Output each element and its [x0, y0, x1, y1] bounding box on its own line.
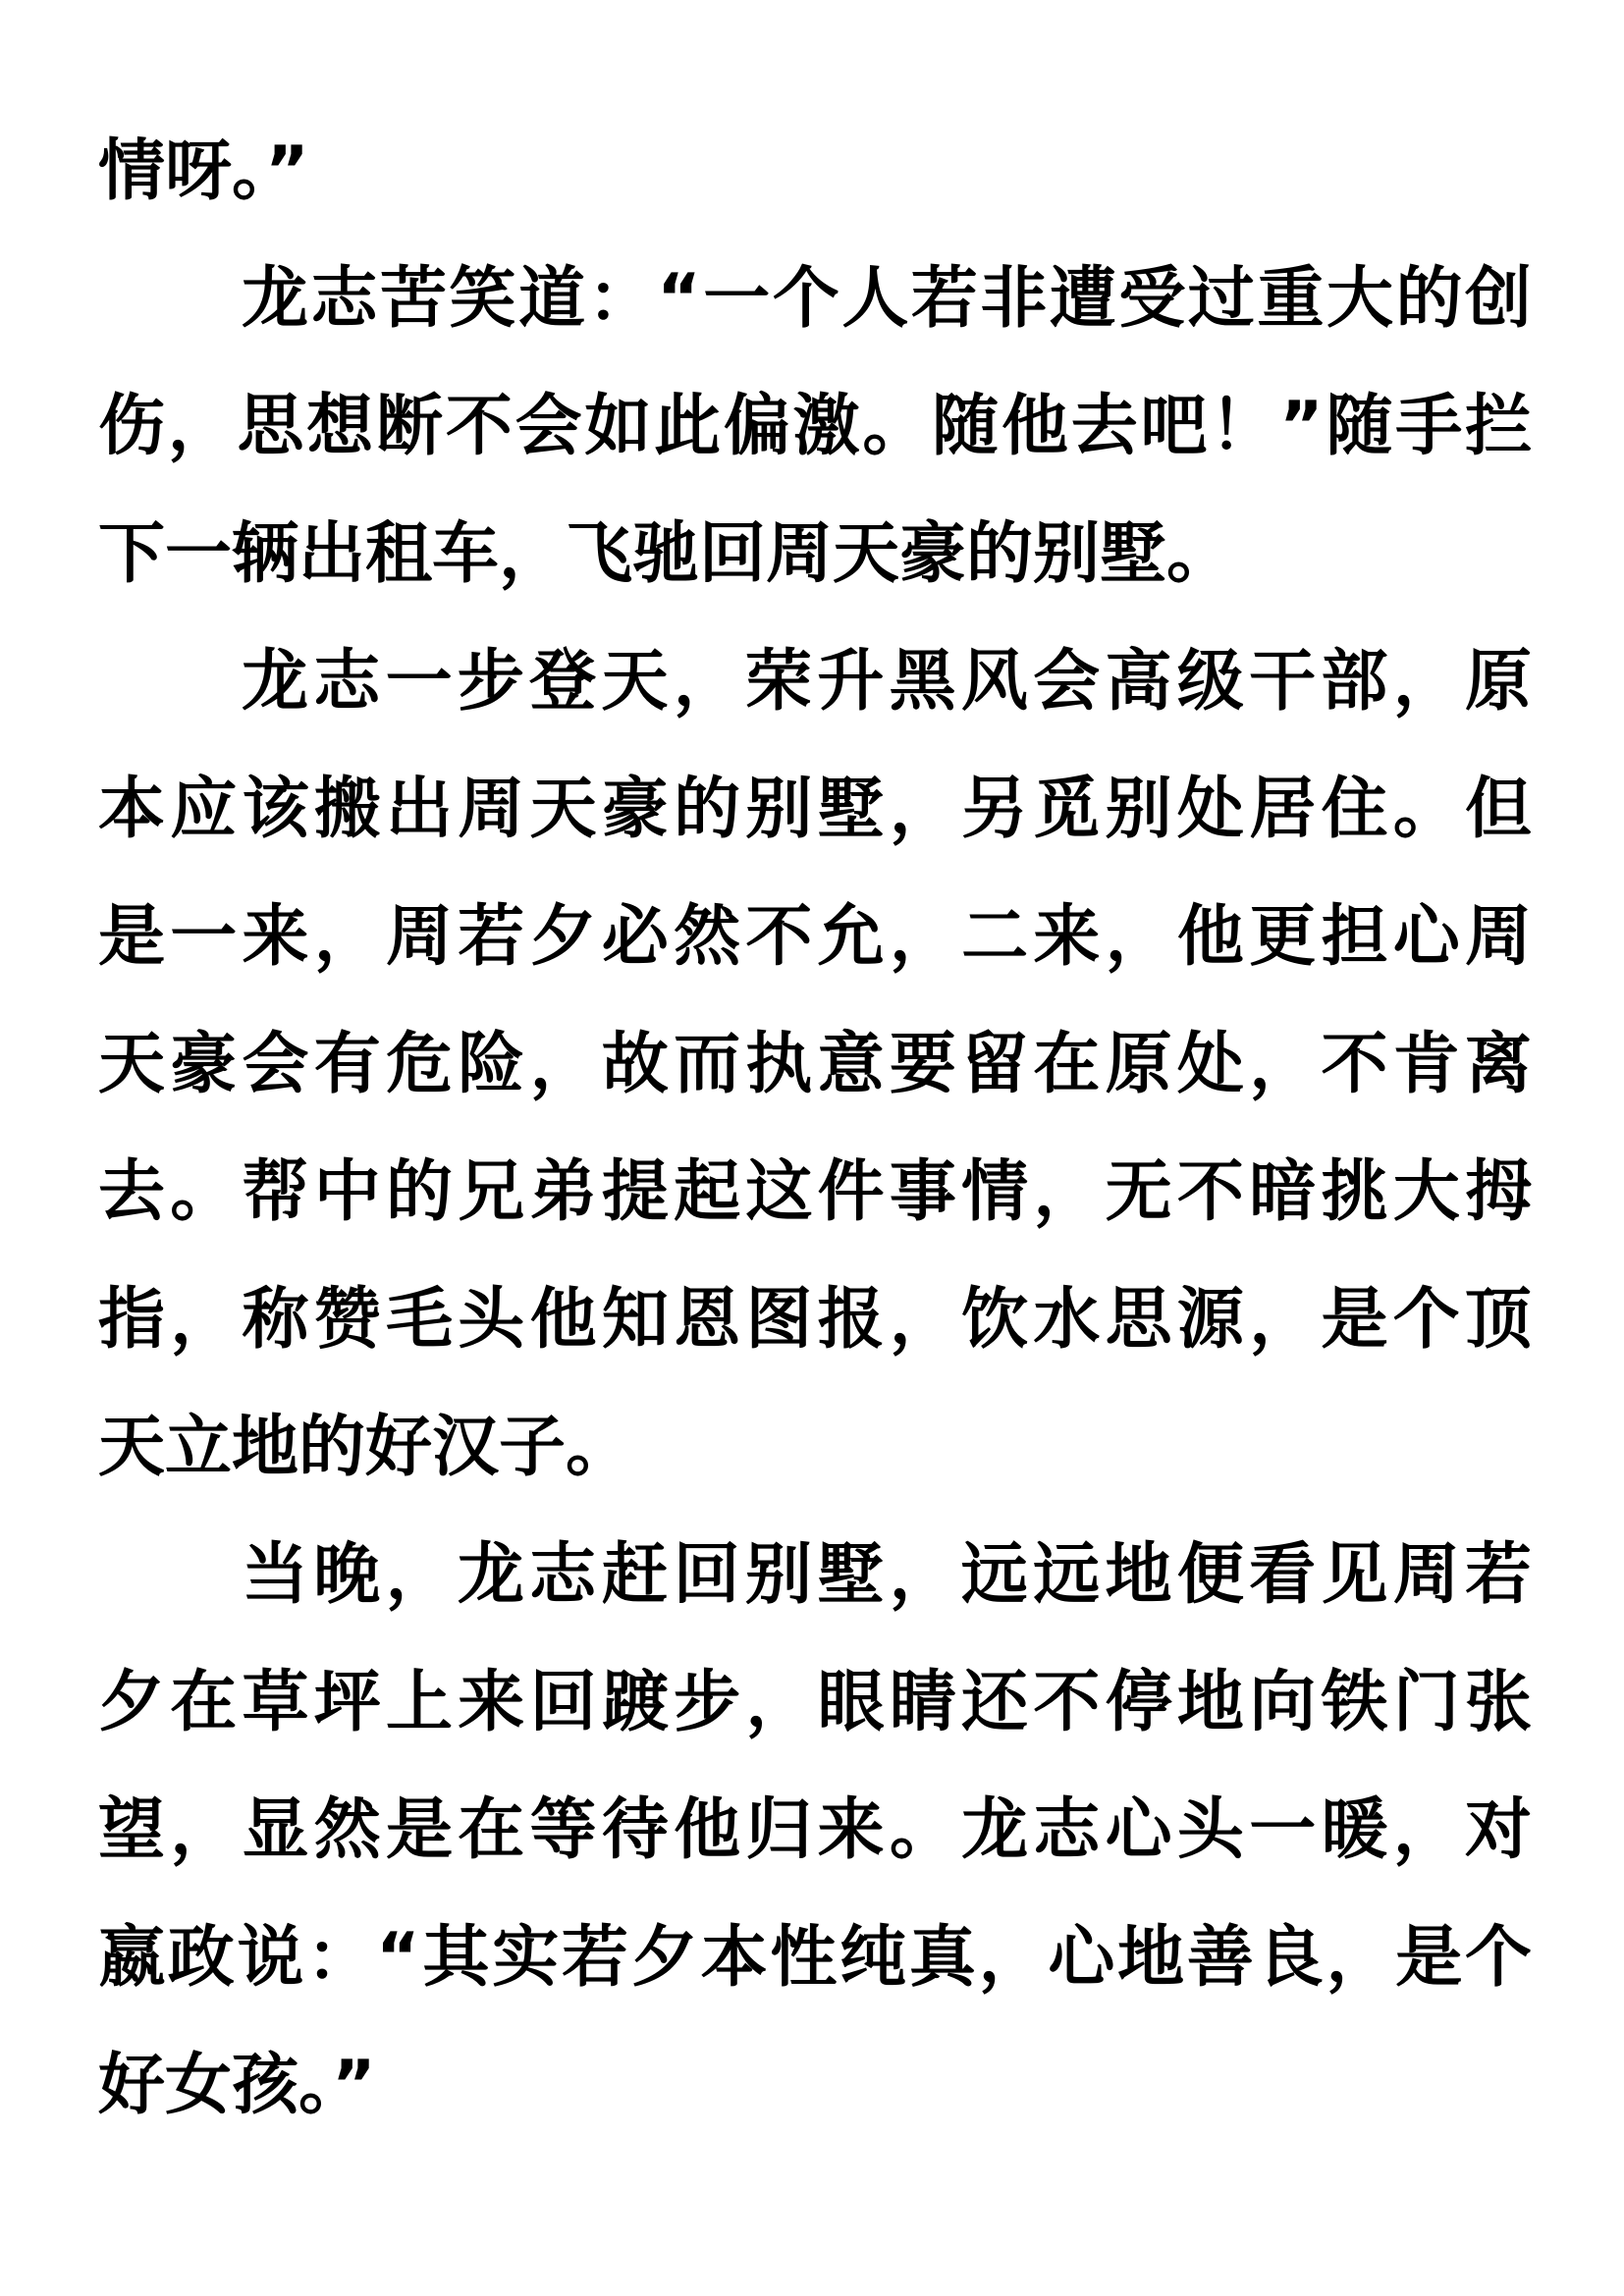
- text-line: 龙志一步登天，荣升黑风会高级干部，原: [242, 643, 1532, 721]
- text-line: 天豪会有危险，故而执意要留在原处，不肯离: [98, 1026, 1532, 1103]
- text-line: 夕在草坪上来回踱步，眼睛还不停地向铁门张: [98, 1664, 1532, 1741]
- text-line: 龙志苦笑道：“一个人若非遭受过重大的创: [242, 260, 1532, 338]
- text-line: 是一来，周若夕必然不允，二来，他更担心周: [98, 898, 1532, 976]
- text-line: 指，称赞毛头他知恩图报，饮水思源，是个顶: [98, 1281, 1532, 1359]
- text-line: 伤，思想断不会如此偏激。随他去吧！”随手拦: [98, 388, 1532, 465]
- text-line: 当晚，龙志赶回别墅，远远地便看见周若: [242, 1536, 1532, 1614]
- text-line: 天立地的好汉子。: [98, 1409, 633, 1486]
- text-line: 望，显然是在等待他归来。龙志心头一暖，对: [98, 1791, 1532, 1869]
- text-line: 本应该搬出周天豪的别墅，另觅别处居住。但: [98, 771, 1532, 848]
- text-line: 情呀。”: [98, 133, 309, 210]
- text-line: 嬴政说：“其实若夕本性纯真，心地善良，是个: [98, 1919, 1532, 1997]
- text-line: 去。帮中的兄弟提起这件事情，无不暗挑大拇: [98, 1153, 1532, 1231]
- text-line: 下一辆出租车，飞驰回周天豪的别墅。: [98, 515, 1234, 593]
- text-line: 好女孩。”: [98, 2047, 376, 2124]
